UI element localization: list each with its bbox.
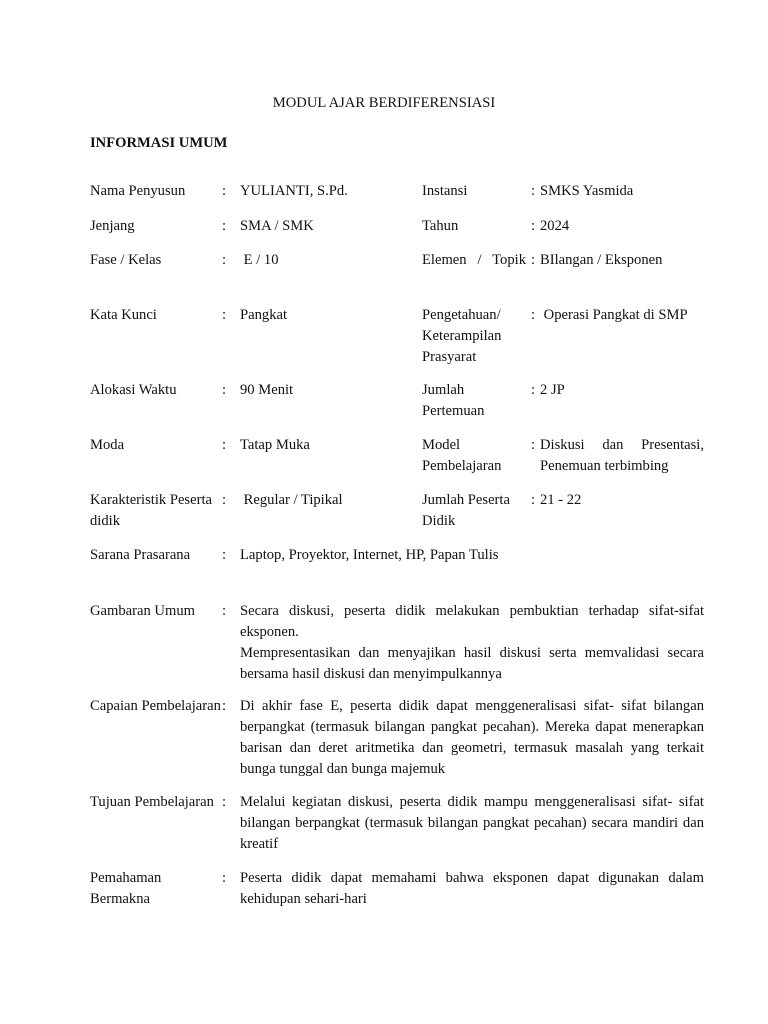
info-row xyxy=(90,490,704,545)
info-value: 90 Menit xyxy=(240,382,294,398)
desc-row xyxy=(90,601,704,685)
info-row xyxy=(90,181,704,216)
gambaran-umum-paragraph: Secara diskusi, peserta didik melakukan pembuktian terhadap sifat-sifat eksponen. xyxy=(240,603,704,640)
pemahaman-value: Peserta didik dapat memahami bahwa eksponen dapat digunakan dalam kehidupan sehari-hari xyxy=(240,870,704,907)
tujuan-block xyxy=(90,792,704,855)
colon: : xyxy=(530,183,536,199)
desc-row xyxy=(90,868,704,910)
info-label: Kata Kunci xyxy=(90,307,157,323)
colon: : xyxy=(222,547,227,563)
colon: : xyxy=(530,307,536,323)
info-value: E / 10 xyxy=(240,252,279,268)
info-label: Jumlah Peserta Didik xyxy=(422,492,510,529)
info-value: YULIANTI, S.Pd. xyxy=(240,183,348,199)
tujuan-value: Melalui kegiatan diskusi, peserta didik mampu menggeneralisasi sifat- sifat bilangan berpangkat (termasuk bilangan pangkat pecahan) secara mandiri dan kreatif xyxy=(240,794,704,852)
colon: : xyxy=(222,794,227,810)
info-value: Operasi Pangkat di SMP xyxy=(540,307,688,323)
colon: : xyxy=(530,382,536,398)
info-label: Model Pembelajaran xyxy=(422,437,502,474)
colon: : xyxy=(530,218,536,234)
capaian-label: Capaian Pembelajaran xyxy=(90,698,221,714)
info-row xyxy=(90,380,704,435)
section-heading: INFORMASI UMUM xyxy=(90,135,228,151)
sarana-row xyxy=(90,545,704,566)
info-label: Pengetahuan/ Keterampilan Prasyarat xyxy=(422,307,502,365)
info-table xyxy=(90,181,704,566)
info-label: Instansi xyxy=(422,183,468,199)
colon: : xyxy=(530,492,536,508)
colon: : xyxy=(222,183,227,199)
capaian-value: Di akhir fase E, peserta didik dapat menggeneralisasi sifat- sifat bilangan berpangkat (termasuk bilangan pangkat pecahan). Mereka dapat menerapkan barisan dan deret aritmetika dan geometri, termasuk masalah yang terkait bunga tunggal dan bunga majemuk xyxy=(240,698,704,777)
document-title: MODUL AJAR BERDIFERENSIASI xyxy=(272,95,496,111)
desc-row xyxy=(90,792,704,855)
gambaran-umum-block xyxy=(90,601,704,685)
info-value: 2 JP xyxy=(540,382,565,398)
pemahaman-label: Pemahaman Bermakna xyxy=(90,870,162,907)
colon: : xyxy=(530,437,536,453)
info-row xyxy=(90,250,704,305)
info-label: Jenjang xyxy=(90,218,135,234)
info-value: Tatap Muka xyxy=(240,437,310,453)
sarana-label: Sarana Prasarana xyxy=(90,547,191,563)
colon: : xyxy=(530,252,536,268)
gambaran-umum-label: Gambaran Umum xyxy=(90,603,195,619)
info-value: Diskusi dan Presentasi, Penemuan terbimbing xyxy=(540,437,704,474)
info-label: Tahun xyxy=(422,218,459,234)
colon: : xyxy=(222,382,227,398)
info-label: Jumlah Pertemuan xyxy=(422,382,485,419)
info-label: Alokasi Waktu xyxy=(90,382,177,398)
info-value: Pangkat xyxy=(240,307,288,323)
info-value: SMKS Yasmida xyxy=(540,183,634,199)
info-label: Nama Penyusun xyxy=(90,183,186,199)
colon: : xyxy=(222,870,227,886)
sarana-value: Laptop, Proyektor, Internet, HP, Papan Tulis xyxy=(240,547,499,563)
info-label: Elemen / Topik xyxy=(422,252,526,268)
info-value: SMA / SMK xyxy=(240,218,314,234)
gambaran-umum-paragraph: Mempresentasikan dan menyajikan hasil diskusi serta memvalidasi secara bersama hasil diskusi dan menyimpulkannya xyxy=(240,645,704,682)
colon: : xyxy=(222,252,227,268)
pemahaman-block xyxy=(90,868,704,910)
colon: : xyxy=(222,218,227,234)
tujuan-label: Tujuan Pembelajaran xyxy=(90,794,214,810)
desc-row xyxy=(90,696,704,780)
info-value: 21 - 22 xyxy=(540,492,582,508)
info-value: 2024 xyxy=(540,218,570,234)
colon: : xyxy=(222,437,227,453)
colon: : xyxy=(222,492,227,508)
capaian-block xyxy=(90,696,704,780)
info-row xyxy=(90,435,704,490)
info-label: Fase / Kelas xyxy=(90,252,162,268)
info-label: Moda xyxy=(90,437,125,453)
gambaran-umum-value xyxy=(240,601,704,685)
colon: : xyxy=(222,698,227,714)
info-row xyxy=(90,305,704,380)
colon: : xyxy=(222,307,227,323)
info-value: BIlangan / Eksponen xyxy=(540,252,663,268)
colon: : xyxy=(222,603,227,619)
info-value: Regular / Tipikal xyxy=(240,492,343,508)
info-row xyxy=(90,216,704,250)
info-label: Karakteristik Peserta didik xyxy=(90,492,212,529)
